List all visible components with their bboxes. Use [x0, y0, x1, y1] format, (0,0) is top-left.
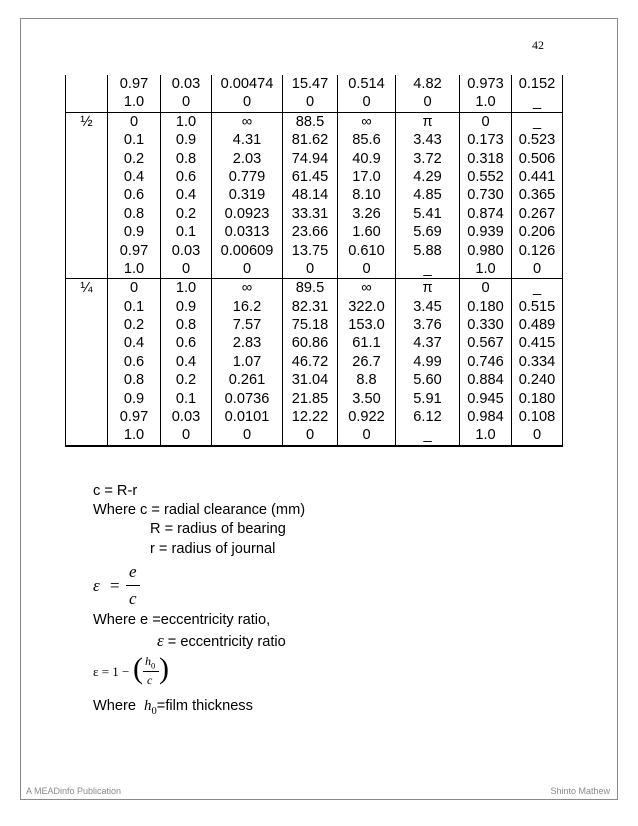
cell-value: 0.0923 [224, 205, 270, 222]
eq2-denominator: c [147, 673, 153, 687]
cell-value: 0.9 [175, 298, 197, 315]
cell-value: 0.4 [123, 168, 145, 185]
table-cell [108, 112, 161, 279]
row-label-cell [66, 279, 108, 446]
cell-value: 89.5 [295, 280, 325, 297]
cell-value: 0.334 [518, 353, 556, 370]
cell-value: 0.6 [123, 353, 145, 370]
cell-value: 46.72 [291, 353, 329, 370]
cell-value: 0.152 [518, 76, 556, 92]
cell-value: 0.1 [175, 390, 197, 407]
table-cell [396, 75, 460, 112]
table-cell [108, 75, 161, 112]
table-cell [512, 112, 563, 279]
cell-value: 5.60 [413, 372, 442, 389]
cell-value: 1.0 [175, 280, 197, 297]
cell-value: 48.14 [291, 187, 329, 204]
cell-value: 3.26 [352, 205, 381, 222]
cell-value: 1.0 [475, 427, 496, 444]
cell-value: ∞ [241, 113, 253, 130]
table-cell [338, 112, 396, 279]
cell-value: 0.00609 [220, 242, 274, 259]
cell-value: 0.6 [175, 335, 197, 352]
eq2-numerator: $h_0$ [145, 654, 156, 671]
cell-value: 1.60 [352, 224, 381, 241]
cell-value: 0.03 [171, 409, 201, 426]
table-cell [512, 279, 563, 446]
cell-value: 0.108 [518, 409, 556, 426]
cell-value: 1.0 [123, 260, 145, 277]
cell-value: 0.0101 [224, 409, 270, 426]
table-row [66, 279, 563, 446]
cell-value: 3.76 [413, 317, 442, 334]
cell-value: 0 [362, 427, 371, 444]
cell-value: 0 [242, 260, 252, 277]
table-cell [212, 112, 283, 279]
cell-value: 0.03 [171, 76, 201, 92]
cell-value: 0 [305, 94, 315, 111]
cell-value: 0.984 [467, 409, 504, 426]
cell-value: 3.50 [352, 390, 381, 407]
cell-value: 1.07 [232, 353, 262, 370]
eq2-fraction-bar [143, 671, 159, 672]
cell-value: 0.318 [467, 150, 504, 167]
cell-value: 4.31 [232, 132, 262, 149]
cell-value: 0.9 [123, 224, 145, 241]
cell-value: 3.45 [413, 298, 442, 315]
cell-value: 0 [305, 260, 315, 277]
cell-value: 5.91 [413, 390, 442, 407]
cell-value: 0.240 [518, 372, 556, 389]
eq1-fraction-bar [126, 585, 140, 586]
cell-value: 0.4 [123, 335, 145, 352]
eq2-lhs: ε = 1 − [93, 664, 130, 679]
note-line-3: R = radius of bearing [150, 521, 286, 537]
cell-value: 0 [181, 427, 191, 444]
epsilon-symbol: ε [157, 631, 164, 650]
data-table [65, 75, 563, 447]
table-cell [338, 279, 396, 446]
footer-author: Shinto Mathew [550, 786, 610, 796]
cell-value: 0.779 [228, 168, 266, 185]
cell-value: 0 [305, 427, 315, 444]
cell-value: 2.03 [232, 150, 262, 167]
cell-value: 0.126 [518, 242, 556, 259]
equation-epsilon [93, 562, 153, 612]
cell-value: 40.9 [352, 150, 381, 167]
cell-value: 0.506 [518, 150, 556, 167]
cell-value: 4.82 [413, 76, 442, 92]
cell-value: 0.261 [228, 372, 266, 389]
cell-value: π [422, 113, 433, 130]
cell-value: 0.922 [348, 409, 385, 426]
row-label-cell [66, 112, 108, 279]
cell-value: 0.2 [123, 150, 145, 167]
cell-value: 0 [423, 94, 432, 111]
cell-value: 0.9 [175, 132, 197, 149]
cell-value: 4.85 [413, 187, 442, 204]
row-label: ¼ [80, 280, 93, 297]
cell-value: 15.47 [291, 76, 329, 92]
cell-value: 0.515 [518, 298, 556, 315]
cell-value: 31.04 [291, 372, 329, 389]
table-row [66, 75, 563, 112]
cell-value: 23.66 [291, 224, 329, 241]
cell-value: 17.0 [352, 168, 381, 185]
cell-value: 12.22 [291, 409, 329, 426]
cell-value: 4.99 [413, 353, 442, 370]
cell-value: 74.94 [291, 150, 329, 167]
cell-value: 0 [181, 94, 191, 111]
cell-value: 0.939 [467, 224, 504, 241]
cell-value: 0.4 [175, 187, 197, 204]
cell-value: 81.62 [291, 132, 329, 149]
film-thickness-symbol: $h_0$ [144, 698, 157, 717]
cell-value: 7.57 [232, 317, 262, 334]
cell-value: _ [423, 260, 432, 277]
cell-value: 0 [481, 113, 490, 130]
cell-value: π [422, 280, 433, 297]
note-line-7 [93, 698, 253, 717]
cell-value: _ [532, 94, 542, 111]
cell-value: 0.1 [175, 224, 197, 241]
cell-value: 3.72 [413, 150, 442, 167]
cell-value: 0 [532, 427, 542, 444]
footer-publisher: A MEADinfo Publication [26, 786, 122, 796]
cell-value: 0.8 [123, 205, 145, 222]
page-number: 42 [532, 38, 544, 52]
cell-value: ∞ [241, 280, 253, 297]
cell-value: 0 [532, 260, 542, 277]
cell-value: ∞ [361, 113, 372, 130]
table-cell [512, 75, 563, 112]
cell-value: 0.973 [467, 76, 504, 92]
cell-value: 0 [362, 94, 371, 111]
table-cell [212, 279, 283, 446]
cell-value: 0.319 [228, 187, 266, 204]
cell-value: 4.37 [413, 335, 442, 352]
table-cell [396, 279, 460, 446]
cell-value: 0.0736 [224, 390, 270, 407]
cell-value: 0.441 [518, 168, 556, 185]
cell-value: 0 [181, 260, 191, 277]
eq1-lhs: ε [93, 576, 100, 595]
cell-value: 0 [362, 260, 371, 277]
cell-value: 5.69 [413, 224, 442, 241]
cell-value: 5.88 [413, 242, 442, 259]
table-cell [161, 279, 212, 446]
cell-value: 0.945 [467, 390, 504, 407]
table-cell [460, 112, 512, 279]
cell-value: 0.1 [123, 298, 145, 315]
cell-value: 0.00474 [220, 76, 274, 92]
cell-value: ∞ [361, 280, 372, 297]
cell-value: 8.8 [356, 372, 377, 389]
table-cell [283, 75, 338, 112]
cell-value: 0.03 [171, 242, 201, 259]
cell-value: 0.97 [119, 242, 149, 259]
cell-value: 61.45 [291, 168, 329, 185]
cell-value: 0.746 [467, 353, 504, 370]
table-cell [460, 279, 512, 446]
table-cell [283, 279, 338, 446]
table-row [66, 112, 563, 279]
equation-film [93, 652, 173, 692]
cell-value: 75.18 [291, 317, 329, 334]
cell-value: 0.180 [518, 390, 556, 407]
cell-value: 0.415 [518, 335, 556, 352]
eq1-equals: = [110, 576, 120, 595]
cell-value: 0.6 [123, 187, 145, 204]
cell-value: 0.567 [467, 335, 504, 352]
cell-value: 0.2 [175, 205, 197, 222]
table-cell [212, 75, 283, 112]
cell-value: 1.0 [475, 94, 496, 111]
cell-value: 0.610 [348, 242, 385, 259]
cell-value: 0.9 [123, 390, 145, 407]
cell-value: 0.8 [175, 317, 197, 334]
cell-value: 13.75 [291, 242, 329, 259]
cell-value: 16.2 [232, 298, 262, 315]
cell-value: 0.0313 [224, 224, 270, 241]
cell-value: 0.97 [119, 76, 149, 92]
note-line-2: Where c = radial clearance (mm) [93, 502, 306, 518]
cell-value: 0 [129, 113, 139, 130]
cell-value: 0.2 [123, 317, 145, 334]
eq1-numerator: e [129, 562, 137, 581]
cell-value: 0.552 [467, 168, 504, 185]
cell-value: 0.4 [175, 353, 197, 370]
cell-value: 0.365 [518, 187, 556, 204]
cell-value: 0.514 [348, 76, 385, 92]
note-line-7-where: Where [93, 698, 136, 714]
cell-value: 85.6 [352, 132, 381, 149]
cell-value: _ [532, 280, 542, 297]
table-cell [283, 112, 338, 279]
cell-value: 0 [129, 280, 139, 297]
cell-value: 1.0 [123, 427, 145, 444]
row-label [66, 75, 107, 93]
cell-value: 0.980 [467, 242, 504, 259]
table-cell [396, 112, 460, 279]
cell-value: _ [532, 113, 542, 130]
cell-value: 0.330 [467, 317, 504, 334]
table-cell [161, 112, 212, 279]
cell-value: 0.884 [467, 372, 504, 389]
cell-value: 2.83 [232, 335, 262, 352]
cell-value: 88.5 [295, 113, 325, 130]
cell-value: 1.0 [123, 94, 145, 111]
table-cell [460, 75, 512, 112]
note-line-1: c = R-r [93, 483, 138, 499]
cell-value: 21.85 [291, 390, 329, 407]
note-line-7-text: =film thickness [156, 698, 253, 714]
cell-value: 5.41 [413, 205, 442, 222]
cell-value: 0.173 [467, 132, 504, 149]
eq1-denominator: c [129, 589, 137, 608]
cell-value: 33.31 [291, 205, 329, 222]
cell-value: 3.43 [413, 132, 442, 149]
cell-value: 0.2 [175, 372, 197, 389]
cell-value: 26.7 [352, 353, 381, 370]
cell-value: 322.0 [348, 298, 385, 315]
note-line-4: r = radius of journal [150, 541, 276, 557]
row-label-cell [66, 75, 108, 112]
cell-value: 0.489 [518, 317, 556, 334]
cell-value: 0 [481, 280, 490, 297]
cell-value: 1.0 [175, 113, 197, 130]
cell-value: 0.8 [123, 372, 145, 389]
table-cell [161, 75, 212, 112]
table-cell [108, 279, 161, 446]
cell-value: 0 [242, 427, 252, 444]
note-line-6 [157, 631, 286, 651]
row-label: ½ [80, 113, 93, 130]
cell-value: _ [423, 427, 432, 444]
cell-value: 0 [242, 94, 252, 111]
cell-value: 0.1 [123, 132, 145, 149]
cell-value: 0.8 [175, 150, 197, 167]
note-line-5: Where e =eccentricity ratio, [93, 612, 271, 628]
cell-value: 60.86 [291, 335, 329, 352]
cell-value: 0.267 [518, 205, 556, 222]
cell-value: 0.730 [467, 187, 504, 204]
cell-value: 0.97 [119, 409, 149, 426]
cell-value: 0.6 [175, 168, 197, 185]
cell-value: 0.523 [518, 132, 556, 149]
cell-value: 0.180 [467, 298, 504, 315]
note-line-6-text: = eccentricity ratio [163, 634, 286, 650]
cell-value: 82.31 [291, 298, 329, 315]
table-cell [338, 75, 396, 112]
cell-value: 0.874 [467, 205, 504, 222]
cell-value: 1.0 [475, 260, 496, 277]
eq2-left-paren: ( [133, 652, 143, 685]
cell-value: 0.206 [518, 224, 556, 241]
cell-value: 61.1 [352, 335, 381, 352]
cell-value: 6.12 [413, 409, 442, 426]
eq2-right-paren: ) [159, 652, 169, 685]
cell-value: 8.10 [352, 187, 381, 204]
cell-value: 4.29 [413, 168, 442, 185]
cell-value: 153.0 [348, 317, 385, 334]
